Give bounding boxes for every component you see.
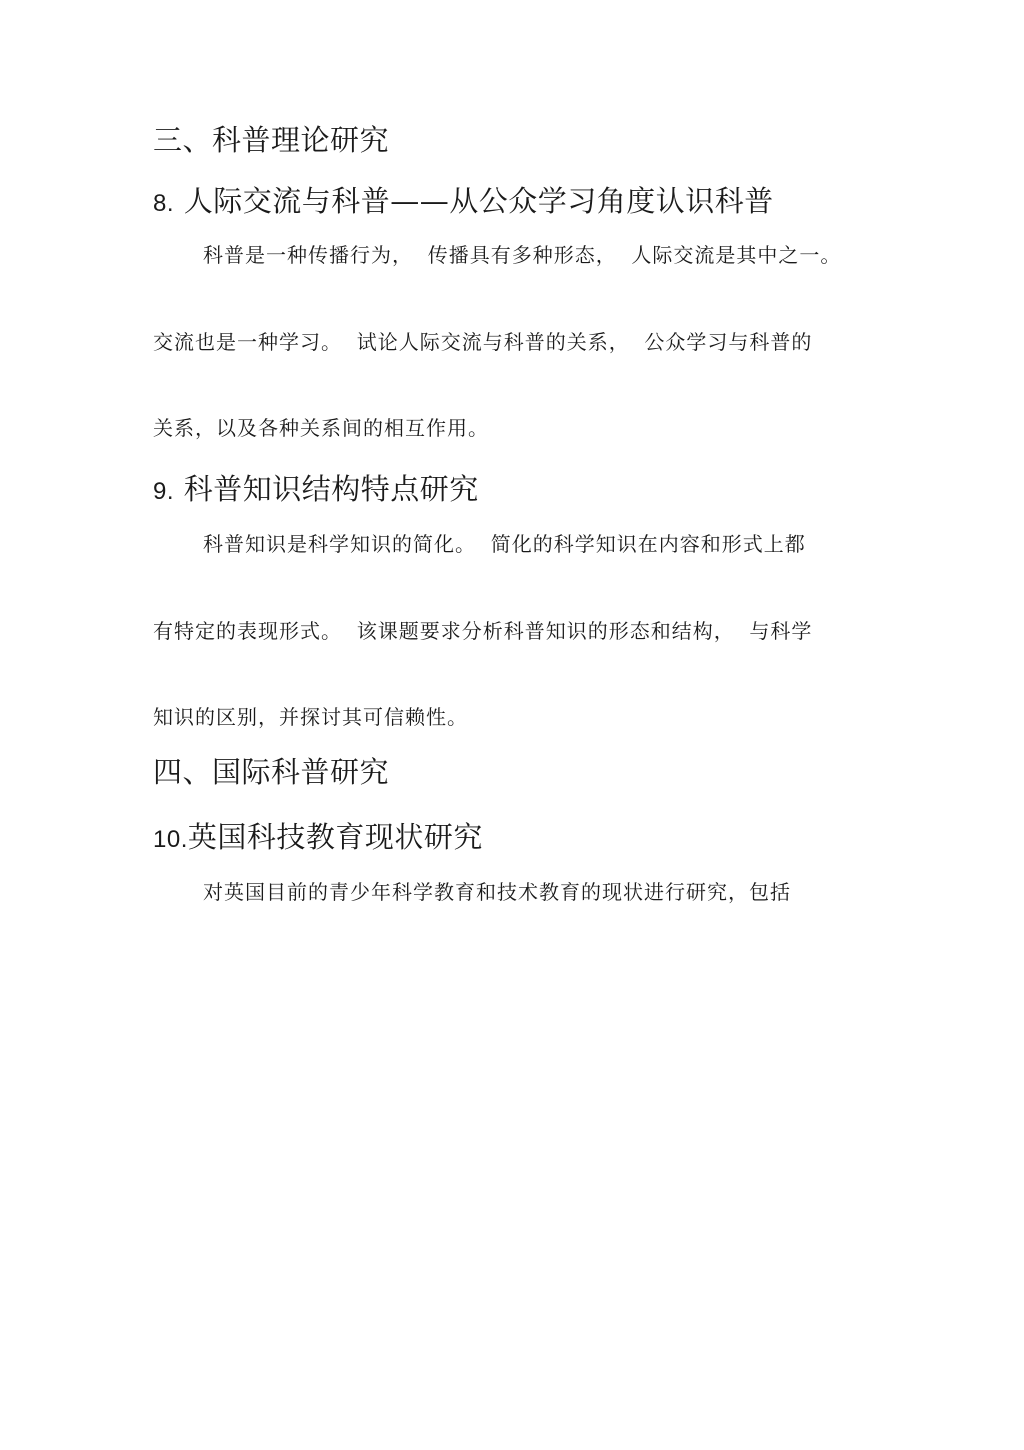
topic-number: 8. (153, 190, 175, 217)
paragraph: 关系，以及各种关系间的相互作用。 (153, 416, 489, 440)
paragraph: 有特定的表现形式。 该课题要求分析科普知识的形态和结构， 与科学 (153, 619, 813, 643)
paragraph: 知识的区别，并探讨其可信赖性。 (153, 705, 468, 729)
topic-heading (153, 819, 483, 858)
topic-heading (153, 183, 774, 222)
topic-title: 人际交流与科普——从公众学习角度认识科普 (183, 184, 774, 218)
paragraph: 交流也是一种学习。 试论人际交流与科普的关系， 公众学习与科普的 (153, 330, 813, 354)
topic-number: 9. (153, 478, 175, 505)
paragraph: 对英国目前的青少年科学教育和技术教育的现状进行研究，包括 (203, 880, 791, 904)
topic-title: 科普知识结构特点研究 (183, 472, 479, 506)
section-title: 四、国际科普研究 (153, 755, 390, 789)
section-title: 三、科普理论研究 (153, 123, 390, 157)
topic-title: 英国科技教育现状研究 (187, 820, 483, 854)
section-heading (153, 122, 389, 158)
section-heading (153, 754, 389, 790)
topic-number: 10. (153, 826, 188, 853)
paragraph: 科普知识是科学知识的简化。 简化的科学知识在内容和形式上都 (203, 532, 806, 556)
topic-heading (153, 471, 479, 510)
paragraph: 科普是一种传播行为， 传播具有多种形态， 人际交流是其中之一。 (203, 243, 842, 267)
